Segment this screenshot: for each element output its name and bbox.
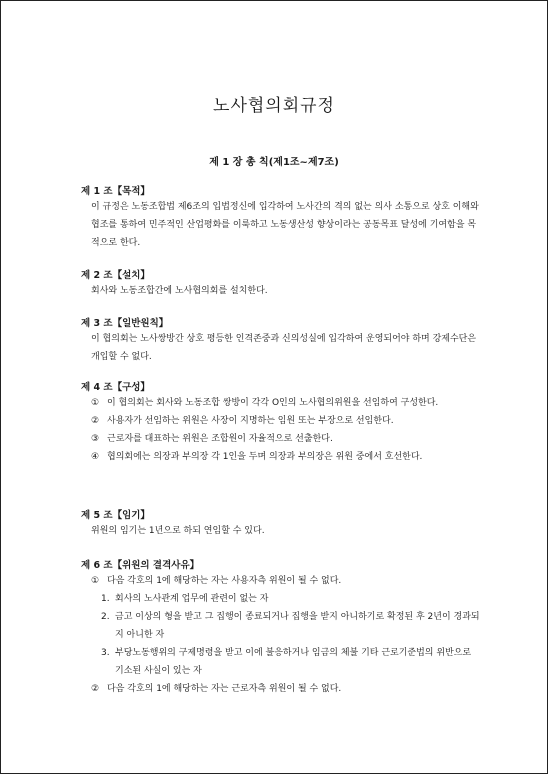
- article-body: 위원의 임기는 1년으로 하되 연임할 수 있다.: [91, 526, 265, 536]
- list-item: ② 다음 각호의 1에 해당하는 자는 근로자측 위원이 될 수 없다.: [91, 684, 342, 694]
- list-item: ④ 협의회에는 의장과 부의장 각 1인을 두며 의장과 부의장은 위원 중에서 호선한다.: [91, 452, 423, 462]
- document-title: 노사협의회규정: [213, 96, 335, 116]
- article-3: [81, 317, 481, 366]
- article-heading: 제 5 조【임기】: [81, 510, 150, 521]
- list-item: ② 사용자가 선임하는 위원은 사장이 지명하는 임원 또는 부장으로 선임한다.: [91, 416, 394, 426]
- article-body: 이 협의회는 노사쌍방간 상호 평등한 인격존중과 신의성실에 입각하여 운영되어야 하며 강제수단은 개입할 수 없다.: [91, 334, 477, 362]
- article-heading: 제 2 조【설치】: [81, 270, 150, 281]
- sub-list-item: 1. 회사의 노사관계 업무에 관련이 없는 자: [101, 594, 269, 604]
- article-body: 회사와 노동조합간에 노사협의회를 설치한다.: [91, 286, 268, 296]
- article-heading: 제 4 조【구성】: [81, 382, 150, 393]
- sub-list-item: 3. 부당노동행위의 구제명령을 받고 이에 불응하거나 임금의 체불 기타 근로기준법의 위반으로 기소된 사실이 있는 자: [101, 648, 472, 676]
- article-heading: 제 1 조【목적】: [81, 186, 150, 197]
- article-heading: 제 6 조【위원의 결격사유】: [81, 560, 200, 571]
- chapter-heading: 제 1 장 총 칙(제1조~제7조): [209, 157, 339, 168]
- article-4: [81, 381, 481, 466]
- article-1: [81, 185, 481, 252]
- article-6: [81, 559, 481, 698]
- list-item: ① 다음 각호의 1에 해당하는 자는 사용자측 위원이 될 수 없다.: [91, 576, 342, 586]
- list-item: ① 이 협의회는 회사와 노동조합 쌍방이 각각 O인의 노사협의위원을 선임하여 구성한다.: [91, 398, 439, 408]
- article-5: [81, 509, 481, 540]
- sub-list-item: 2. 금고 이상의 형을 받고 그 집행이 종료되거나 집행을 받지 아니하기로 확정된 후 2년이 경과되지 아니한 자: [101, 612, 480, 640]
- article-2: [81, 269, 481, 300]
- article-heading: 제 3 조【일반원칙】: [81, 318, 169, 329]
- list-item: ③ 근로자를 대표하는 위원은 조합원이 자율적으로 선출한다.: [91, 434, 333, 444]
- article-body: 이 규정은 노동조합법 제6조의 입법정신에 입각하여 노사간의 격의 없는 의사 소통으로 상호 이해와 협조를 통하여 민주적인 산업평화를 이룩하고 노동생산성 향상이라는 공동목표 달성에 기여함을 목적으로 한다.: [91, 202, 479, 248]
